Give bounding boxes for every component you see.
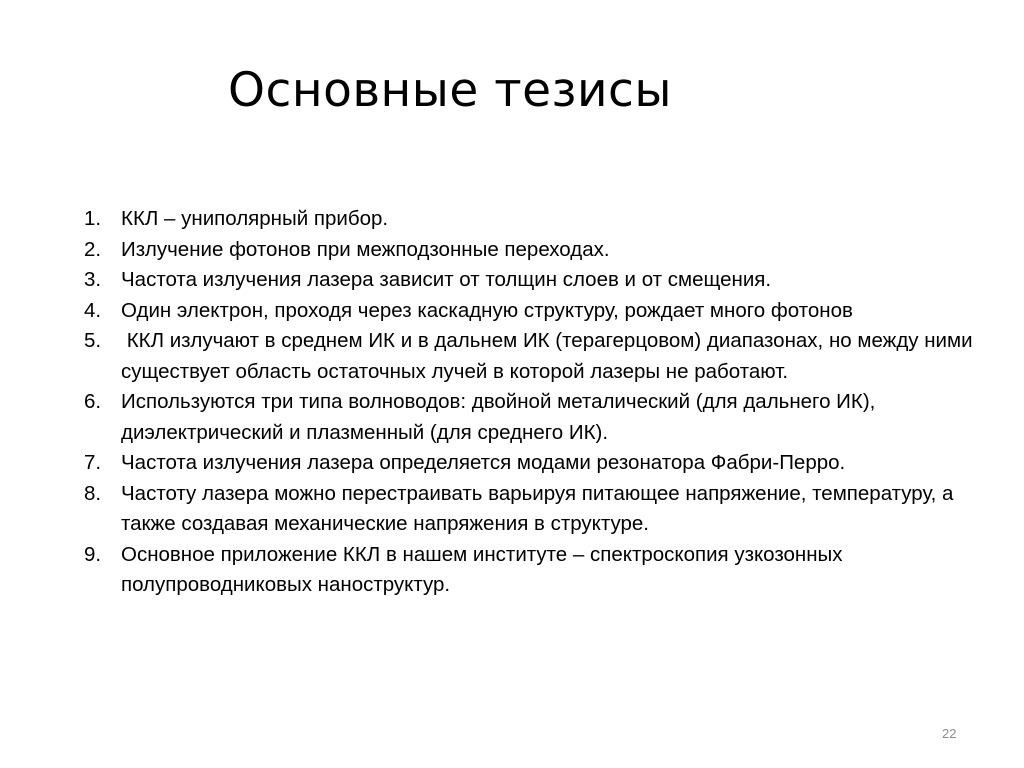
list-item-number: 4. [84, 298, 102, 322]
list-item-text: Излучение фотонов при межподзонные переходах. [121, 237, 610, 261]
list-item [84, 204, 999, 235]
list-item-number: 2. [84, 237, 102, 261]
list-item-number: 8. [84, 481, 102, 505]
list-item-text: Частоту лазера можно перестраивать варьируя питающее напряжение, температуру, а также создавая механические напряжения в структуре. [121, 481, 954, 535]
list-item-number: 9. [84, 542, 102, 566]
list-item-number: 5. [84, 329, 102, 352]
list-item-text: Используются три типа волноводов: двойной металический (для дальнего ИК), диэлектрический и плазменный (для среднего ИК). [121, 390, 876, 444]
list-item-text: Основное приложение ККЛ в нашем институте – спектроскопия узкозонных полупроводниковых наноструктур. [121, 542, 843, 596]
list-item [84, 326, 999, 387]
list-item-text: ККЛ – униполярный прибор. [121, 207, 389, 230]
list-item-text: ККЛ излучают в среднем ИК и в дальнем ИК (терагерцовом) диапазонах, но между ними существует область остаточных лучей в которой лазеры не работают. [121, 329, 979, 383]
list-item-text: Частота излучения лазера определяется модами резонатора Фабри-Перро. [121, 451, 846, 474]
list-item [84, 540, 999, 601]
list-item [84, 296, 999, 327]
page-number: 22 [942, 726, 957, 741]
list-item [84, 387, 999, 448]
list-item [84, 235, 999, 266]
list-item [84, 448, 999, 479]
list-item [84, 479, 999, 540]
list-item [84, 265, 999, 296]
list-item-number: 6. [84, 390, 102, 413]
list-item-text: Один электрон, проходя через каскадную структуру, рождает много фотонов [121, 298, 853, 322]
list-item-number: 1. [84, 207, 102, 230]
slide-title: Основные тезисы [228, 63, 672, 118]
list-item-text: Частота излучения лазера зависит от толщин слоев и от смещения. [121, 268, 772, 291]
list-item-number: 7. [84, 451, 102, 474]
list-item-number: 3. [84, 268, 102, 291]
theses-list [84, 204, 999, 601]
